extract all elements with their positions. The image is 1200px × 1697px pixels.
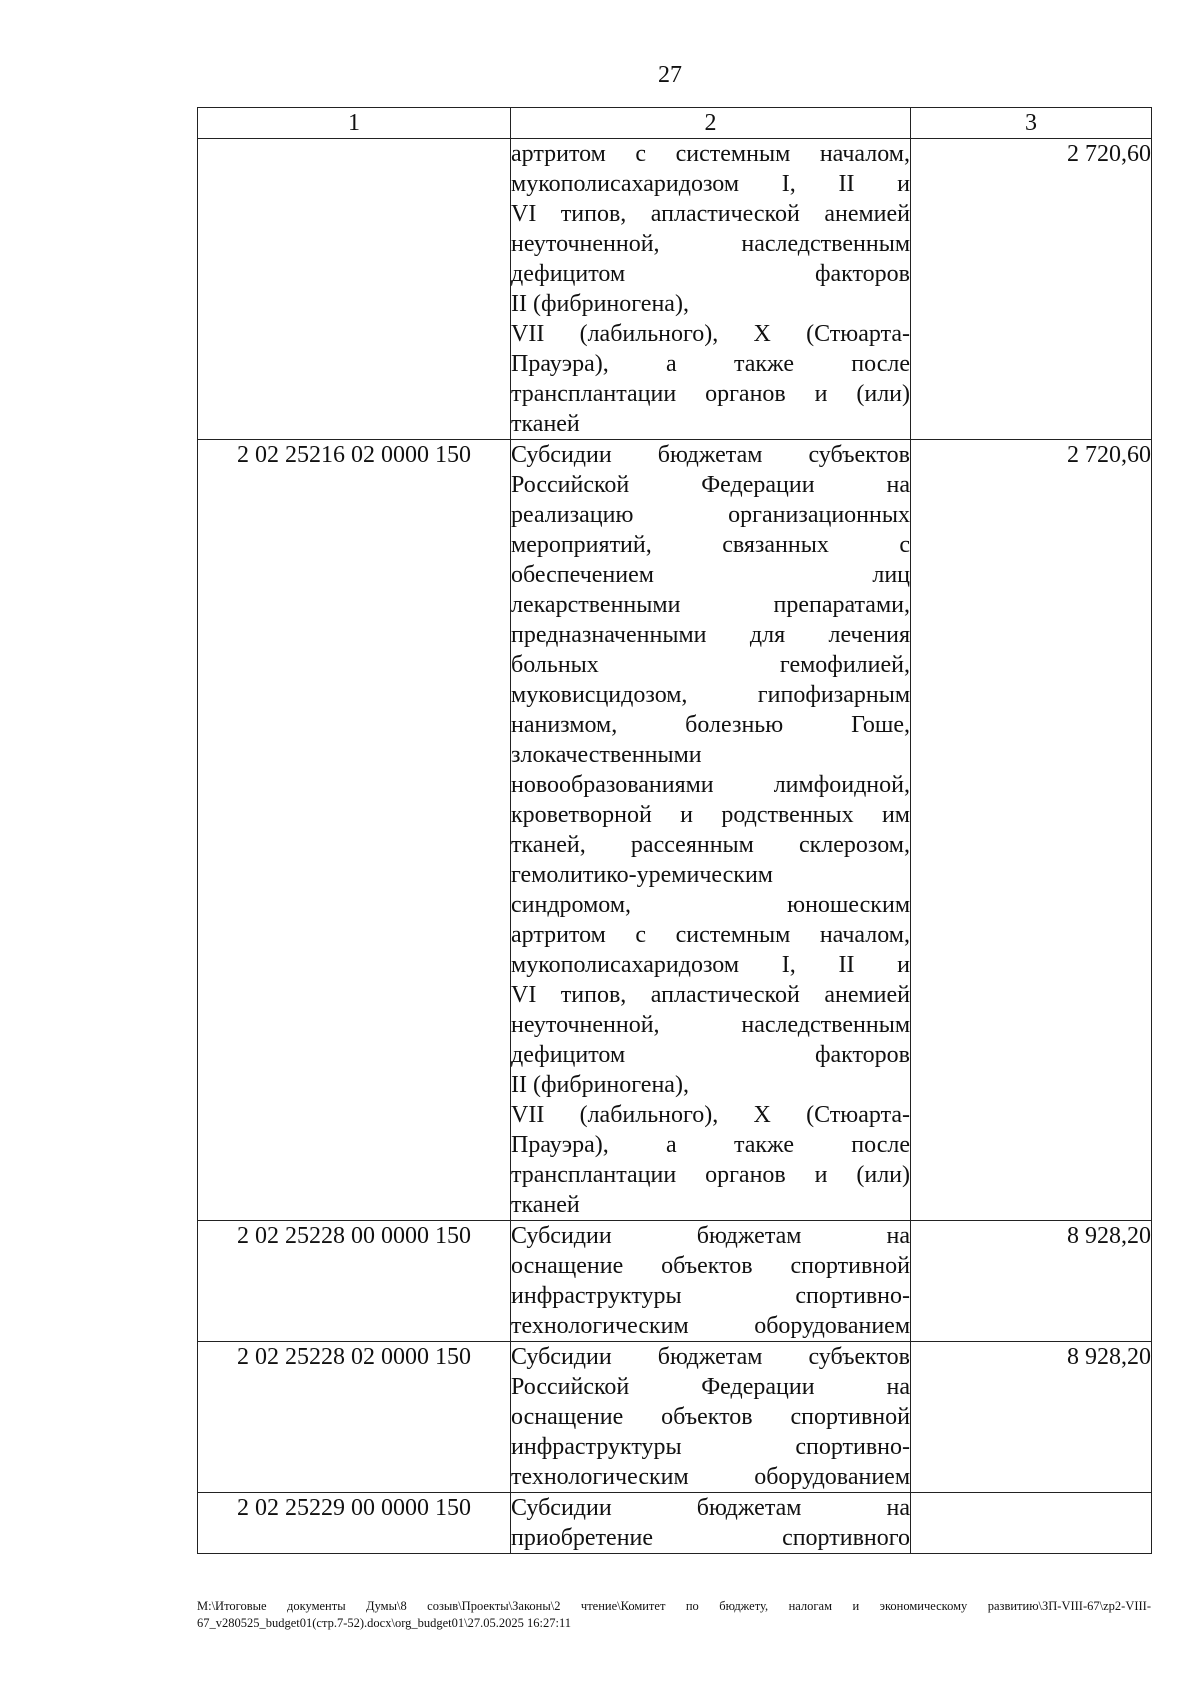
description-line: трансплантации органов и (или): [511, 381, 910, 407]
table-row: [198, 139, 1152, 440]
footer-line-2: 67_v280525_budget01(стр.7-52).docx\org_budget01\27.05.2025 16:27:11: [197, 1616, 571, 1630]
description-line: нанизмом, болезнью Гоше,: [511, 712, 910, 738]
description-line: гемолитико-уремическим: [511, 862, 773, 888]
description-line: тканей: [511, 411, 580, 437]
column-header-3: 3: [911, 108, 1152, 139]
description-line: больных гемофилией,: [511, 652, 910, 678]
description-line: технологическим оборудованием: [511, 1313, 910, 1339]
description-line: VII (лабильного), X (Стюарта-: [511, 321, 910, 347]
description-line: неуточненной, наследственным: [511, 231, 910, 257]
description-line: предназначенными для лечения: [511, 622, 910, 648]
description-cell: [511, 1342, 911, 1493]
budget-code-cell: 2 02 25228 00 0000 150: [198, 1221, 511, 1342]
description-cell: [511, 139, 911, 440]
description-line: артритом с системным началом,: [511, 922, 910, 948]
description-line: обеспечением лиц: [511, 562, 910, 588]
description-line: II (фибриногена),: [511, 1072, 689, 1098]
description-line: Прауэра), а также после: [511, 1132, 910, 1158]
description-line: трансплантации органов и (или): [511, 1162, 910, 1188]
description-line: Российской Федерации на: [511, 472, 910, 498]
description-line: синдромом, юношеским: [511, 892, 910, 918]
column-header-2: 2: [511, 108, 911, 139]
amount-cell: 8 928,20: [911, 1221, 1152, 1342]
budget-code-cell: 2 02 25216 02 0000 150: [198, 440, 511, 1221]
description-line: злокачественными: [511, 742, 702, 768]
amount-cell: 2 720,60: [911, 139, 1152, 440]
description-line: мукополисахаридозом I, II и: [511, 952, 910, 978]
description-line: Субсидии бюджетам субъектов: [511, 1344, 910, 1370]
description-line: оснащение объектов спортивной: [511, 1253, 910, 1279]
description-line: неуточненной, наследственным: [511, 1012, 910, 1038]
budget-code-cell: 2 02 25228 02 0000 150: [198, 1342, 511, 1493]
description-line: тканей: [511, 1192, 580, 1218]
description-line: муковисцидозом, гипофизарным: [511, 682, 910, 708]
description-line: новообразованиями лимфоидной,: [511, 772, 910, 798]
budget-code-cell: [198, 139, 511, 440]
footer-line-1: М:\Итоговые документы Думы\8 созыв\Проекты\Законы\2 чтение\Комитет по бюджету, налогам и экономическому развитию\ЗП-VIII-67\zp2-VIII-: [197, 1599, 1151, 1613]
description-line: VII (лабильного), X (Стюарта-: [511, 1102, 910, 1128]
description-cell: [511, 440, 911, 1221]
description-line: II (фибриногена),: [511, 291, 689, 317]
description-line: Российской Федерации на: [511, 1374, 910, 1400]
description-line: инфраструктуры спортивно-: [511, 1283, 910, 1309]
column-header-1: 1: [198, 108, 511, 139]
description-line: реализацию организационных: [511, 502, 910, 528]
amount-cell: 2 720,60: [911, 440, 1152, 1221]
file-path-footer: [197, 1598, 1151, 1632]
description-line: мероприятий, связанных с: [511, 532, 910, 558]
description-line: мукополисахаридозом I, II и: [511, 171, 910, 197]
description-cell: [511, 1221, 911, 1342]
description-line: приобретение спортивного: [511, 1525, 910, 1551]
page-number: 27: [658, 62, 682, 88]
description-line: оснащение объектов спортивной: [511, 1404, 910, 1430]
description-line: Субсидии бюджетам на: [511, 1223, 910, 1249]
description-line: лекарственными препаратами,: [511, 592, 910, 618]
table-row: [198, 1342, 1152, 1493]
table-row: [198, 1221, 1152, 1342]
table-row: [198, 1493, 1152, 1554]
table-header-row: [198, 108, 1152, 139]
description-line: дефицитом факторов: [511, 1042, 910, 1068]
description-line: дефицитом факторов: [511, 261, 910, 287]
description-line: инфраструктуры спортивно-: [511, 1434, 910, 1460]
budget-table: [197, 107, 1152, 1554]
description-line: VI типов, апластической анемией: [511, 982, 910, 1008]
budget-code-cell: 2 02 25229 00 0000 150: [198, 1493, 511, 1554]
description-line: технологическим оборудованием: [511, 1464, 910, 1490]
description-line: Субсидии бюджетам на: [511, 1495, 910, 1521]
description-line: VI типов, апластической анемией: [511, 201, 910, 227]
amount-cell: [911, 1493, 1152, 1554]
description-line: артритом с системным началом,: [511, 141, 910, 167]
description-line: Субсидии бюджетам субъектов: [511, 442, 910, 468]
description-line: Прауэра), а также после: [511, 351, 910, 377]
description-line: тканей, рассеянным склерозом,: [511, 832, 910, 858]
amount-cell: 8 928,20: [911, 1342, 1152, 1493]
description-cell: [511, 1493, 911, 1554]
description-line: кроветворной и родственных им: [511, 802, 910, 828]
table-row: [198, 440, 1152, 1221]
